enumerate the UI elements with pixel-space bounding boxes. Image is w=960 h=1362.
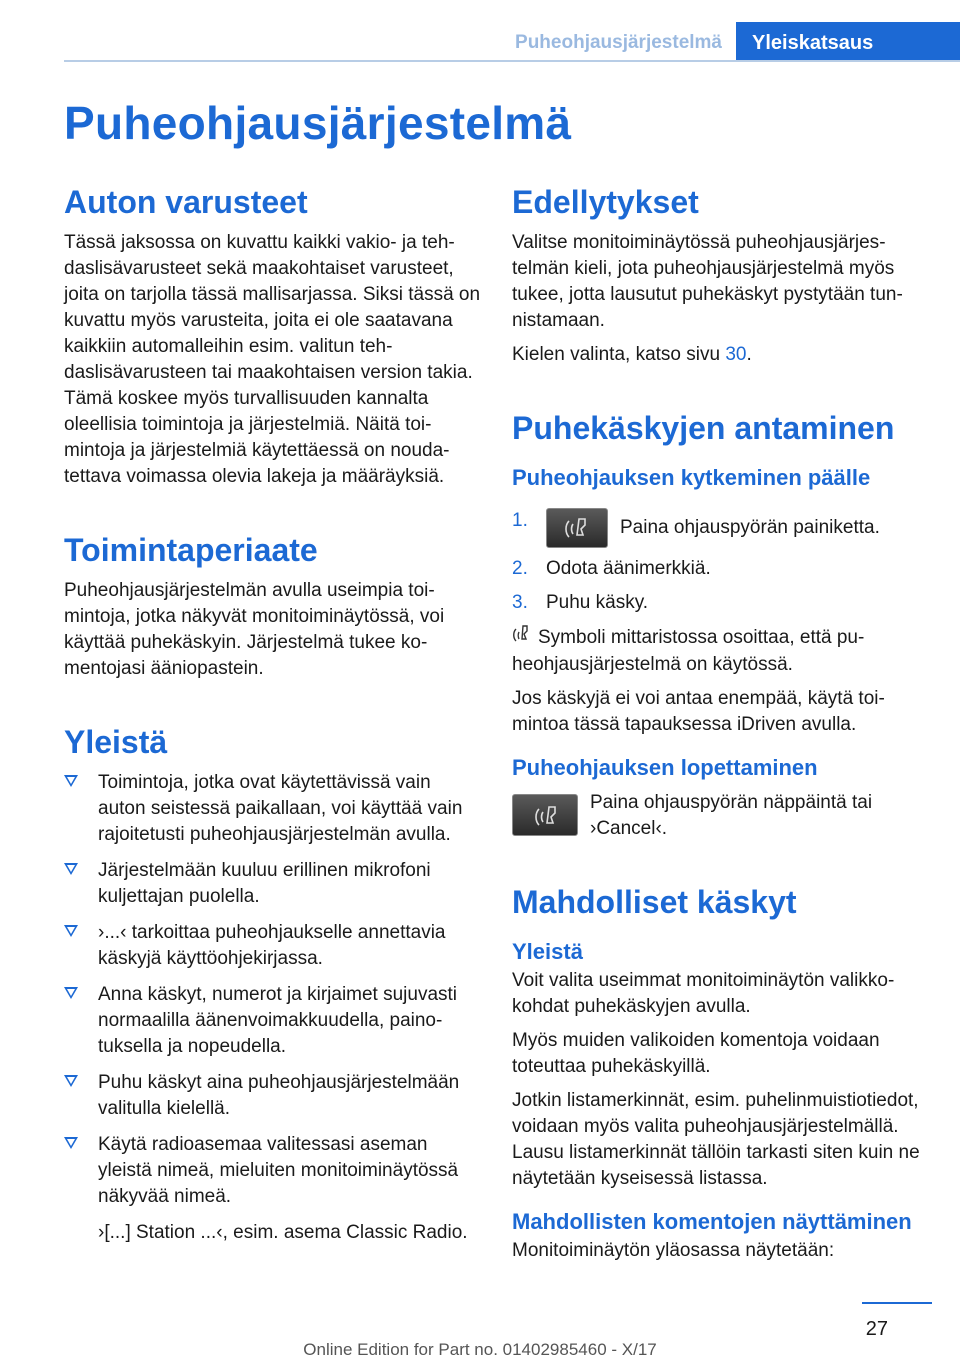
voice-control-button-icon [546, 508, 608, 548]
end-voice-text: Paina ohjauspyörän näppäintä tai ›Cancel‹. [590, 792, 873, 839]
mahdolliset-p3: Jotkin listamerkinnät, esim. puhelinmuistiotiedot, voidaan myös valita puheohjausjärjestelmällä. Lausu listamerkinnät tällöin tarkasti siten kuin ne näytetään kyseisessä listassa. [512, 1090, 920, 1189]
step-item: 2. Odota äänimerkkiä. [512, 558, 711, 579]
steps-list [512, 508, 932, 616]
idrive-text: Jos käskyjä ei voi antaa enempää, käytä toimintoa tässä tapauksessa iDriven avulla. [512, 688, 885, 735]
heading-lopettaminen: Puheohjauksen lopettaminen [512, 755, 818, 780]
end-voice-instruction [512, 790, 932, 842]
header-rule [64, 60, 960, 62]
triangle-bullet-icon [64, 775, 78, 787]
heading-auton-varusteet: Auton varusteet [64, 184, 308, 220]
voice-control-button-icon [512, 794, 578, 836]
triangle-bullet-icon [64, 987, 78, 999]
triangle-bullet-icon [64, 925, 78, 937]
mahdolliset-p2: Myös muiden valikoiden komentoja voidaan toteuttaa puhekäskyillä. [512, 1030, 880, 1077]
list-item: Toimintoja, jotka ovat käytettävissä vain auton seistessä paikallaan, voi käyttää vain rajoitetusti puheohjausjärjestelmän avulla. [64, 770, 482, 848]
heading-toimintaperiaate: Toimintaperiaate [64, 532, 318, 568]
page-link[interactable]: 30 [725, 344, 747, 365]
header-section-title: Puheohjausjärjestelmä [515, 32, 722, 53]
footer-edition: Online Edition for Part no. 01402985460 - X/17 [303, 1340, 657, 1359]
heading-puhekaskyt: Puhekäskyjen antaminen [512, 410, 895, 446]
symbol-text: Symboli mittaristossa osoittaa, että puheohjausjärjestelmä on käytössä. [512, 624, 932, 678]
page-number: 27 [865, 1318, 888, 1340]
heading-edellytykset: Edellytykset [512, 184, 699, 220]
left-column [64, 182, 482, 1256]
heading-yleista: Yleistä [64, 724, 168, 760]
heading-kytkeminen: Puheohjauksen kytkeminen päälle [512, 465, 871, 490]
triangle-bullet-icon [64, 1075, 78, 1087]
nayttaminen-text: Monitoiminäytön yläosassa näytetään: [512, 1240, 835, 1261]
voice-symbol-icon [512, 624, 532, 652]
language-reference: Kielen valinta, katso sivu 30. [512, 344, 752, 365]
yleista-list [64, 770, 482, 1246]
station-example: ›[...] Station ...‹, esim. asema Classic Radio. [98, 1222, 468, 1243]
list-item: Käytä radioasemaa valitessasi aseman yleistä nimeä, mieluiten monitoiminäytössä näkyvää nimeä. ›[...] Station ...‹, esim. asema Classic Radio. [64, 1132, 482, 1246]
step-item: 1. Paina ohjauspyörän painiketta. [512, 508, 932, 548]
list-item: ›...‹ tarkoittaa puheohjaukselle annettavia käskyjä käyttöohjekirjassa. [64, 920, 482, 972]
step-item: 3. Puhu käsky. [512, 592, 649, 613]
auton-varusteet-text: Tässä jaksossa on kuvattu kaikki vakio- ja tehdaslisävarusteet sekä maakohtaiset varusteet, joita on tarjolla tässä mallisarjassa. Siksi tässä on kuvattu myös varusteita, joita ei ole saatavana kaikkiin automalleihin esim. valitun tehdaslisävarusteen tai maakohtaisen version takia. Tämä koskee myös turvallisuuden kannalta oleellisia toimintoja ja järjestelmiä. Näitä toimintoja ja järjestelmiä käytettäessä on noudatettava voimassa olevia lakeja ja määräyksiä. [64, 232, 481, 487]
header-tab: Yleiskatsaus [736, 22, 960, 62]
footer-rule [862, 1302, 932, 1304]
heading-nayttaminen: Mahdollisten komentojen näyttäminen [512, 1209, 912, 1234]
heading-mahdolliset: Mahdolliset käskyt [512, 884, 797, 920]
triangle-bullet-icon [64, 1137, 78, 1149]
list-item: Puhu käskyt aina puheohjausjärjestelmään valitulla kielellä. [64, 1070, 482, 1122]
edellytykset-text: Valitse monitoiminäytössä puheohjausjärjestelmän kieli, jota puheohjausjärjestelmä myös tukee, jotta lausutut puhekäskyt pystytään tunnistamaan. [512, 232, 903, 331]
heading-mahdolliset-yleista: Yleistä [512, 939, 583, 964]
page-title: Puheohjausjärjestelmä [64, 97, 572, 149]
mahdolliset-p1: Voit valita useimmat monitoiminäytön valikkokohdat puhekäskyjen avulla. [512, 970, 895, 1017]
list-item: Järjestelmään kuuluu erillinen mikrofoni kuljettajan puolella. [64, 858, 482, 910]
page-header [0, 0, 960, 62]
toimintaperiaate-text: Puheohjausjärjestelmän avulla useimpia toimintoja, jotka näkyvät monitoiminäytössä, voi käyttää puhekäskyin. Järjestelmä tukee komentojasi ääniopastein. [64, 580, 445, 679]
triangle-bullet-icon [64, 863, 78, 875]
right-column [512, 182, 932, 1272]
list-item: Anna käskyt, numerot ja kirjaimet sujuvasti normaalilla äänenvoimakkuudella, painotuksella ja nopeudella. [64, 982, 482, 1060]
